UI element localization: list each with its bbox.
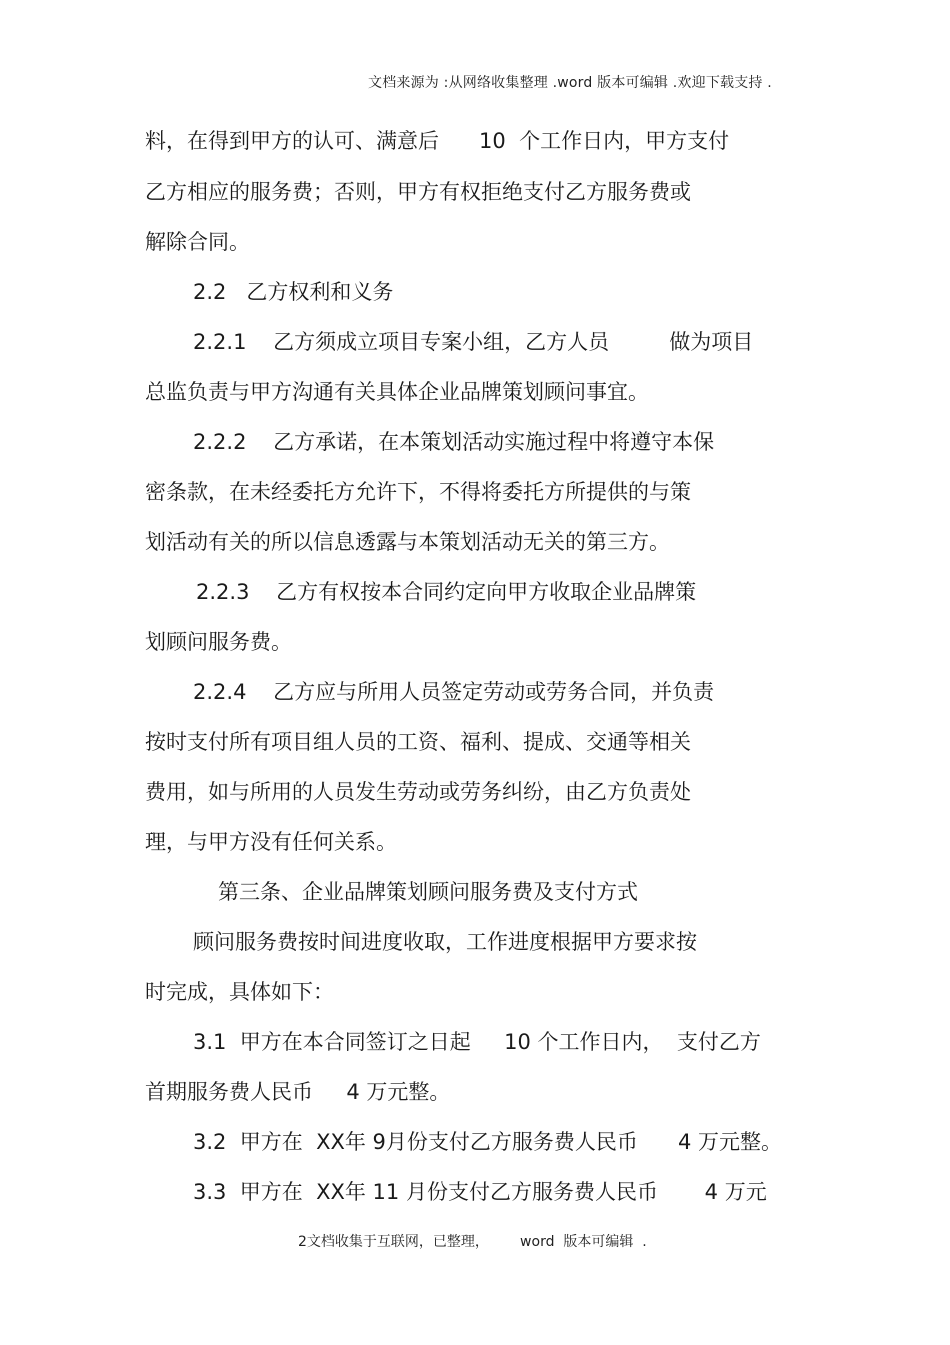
body-line: 划顾问服务费。 [145, 630, 292, 654]
body-line: 时完成，具体如下： [145, 980, 334, 1004]
body-line: 理，与甲方没有任何关系。 [145, 830, 397, 854]
body-line: 乙方相应的服务费；否则，甲方有权拒绝支付乙方服务费或 [145, 180, 691, 204]
clause-line: 3.1 甲方在本合同签订之日起 10 个工作日内， 支付乙方 [193, 1030, 761, 1054]
body-line: 首期服务费人民币 4 万元整。 [145, 1080, 451, 1104]
body-line: 费用，如与所用的人员发生劳动或劳务纠纷，由乙方负责处 [145, 780, 691, 804]
body-line: 解除合同。 [145, 230, 250, 254]
clause-line: 2.2.2 乙方承诺，在本策划活动实施过程中将遵守本保 [193, 430, 715, 454]
clause-line: 2.2.3 乙方有权按本合同约定向甲方收取企业品牌策 [196, 580, 697, 604]
clause-line: 3.2 甲方在 XX年 9月份支付乙方服务费人民币 4 万元整。 [193, 1130, 782, 1154]
body-line: 顾问服务费按时间进度收取，工作进度根据甲方要求按 [193, 930, 697, 954]
body-line: 总监负责与甲方沟通有关具体企业品牌策划顾问事宜。 [145, 380, 649, 404]
body-line: 按时支付所有项目组人员的工资、福利、提成、交通等相关 [145, 730, 691, 754]
clause-line: 3.3 甲方在 XX年 11 月份支付乙方服务费人民币 4 万元 [193, 1180, 767, 1204]
page-footer: 2文档收集于互联网，已整理， word 版本可编辑 . [298, 1234, 647, 1250]
body-line: 料，在得到甲方的认可、满意后 10 个工作日内，甲方支付 [145, 129, 730, 153]
clause-line: 2.2.1 乙方须成立项目专案小组，乙方人员 做为项目 [193, 330, 754, 354]
clause-line: 2.2.4 乙方应与所用人员签定劳动或劳务合同，并负责 [193, 680, 715, 704]
body-line: 划活动有关的所以信息透露与本策划活动无关的第三方。 [145, 530, 670, 554]
article-heading: 第三条、企业品牌策划顾问服务费及支付方式 [218, 880, 638, 904]
section-heading: 2.2 乙方权利和义务 [193, 280, 394, 304]
page-header: 文档来源为 :从网络收集整理 .word 版本可编辑 .欢迎下载支持 . [368, 75, 772, 91]
body-line: 密条款，在未经委托方允许下，不得将委托方所提供的与策 [145, 480, 691, 504]
